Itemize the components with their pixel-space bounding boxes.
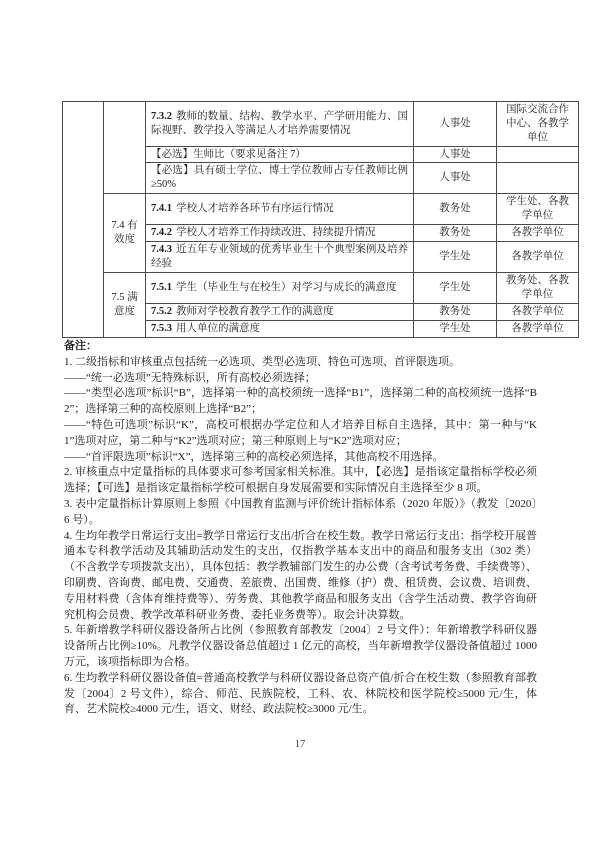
review-point-cell: [146, 163, 414, 194]
note-item: 3. 表中定量指标计算原则上参照《中国教育监测与评价统计指标体系（2020 年版）》（教发〔2020〕6 号）。: [64, 497, 537, 526]
review-point-cell: [146, 320, 414, 337]
table-row: [63, 194, 579, 225]
review-point-cell: [146, 102, 414, 147]
item-number: 7.5.2: [151, 305, 172, 317]
item-text: 教师的数量、结构、教学水平、产学研用能力、国际视野、教学投入等满足人才培养需要情况: [151, 110, 408, 136]
item-text: 用人单位的满意度: [176, 322, 260, 334]
note-item: 6. 生均教学科研仪器设备值=普通高校教学与科研仪器设备总资产值/折合在校生数（参照教育部教发〔2004〕2 号文件），综合、师范、民族院校，工科、农、林院校和医学院校≥5000 元/生，体育、艺术院校≥4000 元/生，语文、财经、政法院校≥3000 元/生。: [64, 671, 537, 716]
item-number: 7.4.3: [151, 244, 172, 256]
lead-dept-cell: 人事处: [414, 163, 497, 194]
note-item: 1. 二级指标和审核重点包括统一必选项、类型必选项、特色可选项、首评限选项。: [64, 355, 460, 368]
item-text: 学校人才培养各环节有序运行情况: [176, 203, 334, 215]
coop-dept-cell: 各教学单位: [497, 241, 579, 272]
item-text: 【必选】具有硕士学位、博士学位教师占专任教师比例≥50%: [151, 165, 408, 191]
level2-indicator-cell: [104, 102, 146, 194]
notes-section: [64, 339, 537, 718]
level2-indicator-cell: 7.4 有效度: [104, 194, 146, 273]
item-number: 7.5.1: [151, 281, 172, 293]
level1-indicator-cell: [63, 102, 104, 338]
note-item: ——“统一必选项”无特殊标识，所有高校必须选择；: [64, 371, 316, 384]
page-number: 17: [294, 739, 306, 750]
level2-indicator-cell: 7.5 满意度: [104, 272, 146, 337]
coop-dept-cell: [497, 163, 579, 194]
review-point-cell: [146, 146, 414, 163]
coop-dept-cell: 各教学单位: [497, 224, 579, 241]
review-point-cell: [146, 303, 414, 320]
lead-dept-cell: 教务处: [414, 303, 497, 320]
item-number: 7.3.2: [151, 110, 172, 122]
coop-dept-cell: 学生处、各教学单位: [497, 194, 579, 225]
coop-dept-cell: 国际交流合作中心、各教学单位: [497, 102, 579, 147]
review-point-cell: [146, 224, 414, 241]
item-number: 7.5.3: [151, 322, 172, 334]
coop-dept-cell: [497, 146, 579, 163]
item-text: 【必选】生师比（要求见备注 7）: [151, 148, 306, 160]
item-text: 近五年专业领域的优秀毕业生十个典型案例及培养经验: [151, 244, 408, 269]
item-text: 学校人才培养工作持续改进、持续提升情况: [176, 226, 376, 238]
lead-dept-cell: 教务处: [414, 224, 497, 241]
review-point-cell: [146, 194, 414, 225]
notes-heading: 备注：: [64, 340, 97, 352]
coop-dept-cell: 各教学单位: [497, 303, 579, 320]
note-item: 4. 生均年教学日常运行支出=教学日常运行支出/折合在校生数。教学日常运行支出：指学校开展普通本专科教学活动及其辅助活动发生的支出，仅指教学基本支出中的商品和服务支出（302 类）（不含教学专项拨款支出），具体包括：教学教辅部门发生的办公费（含考试考务费、手续费等）、印刷费、咨询费、邮电费、交通费、差旅费、出国费、维修（护）费、租赁费、会议费、培训费、专用材料费（含体育维持费等）、劳务费、其他教学商品和服务支出（含学生活动费、教学咨询研究机构会员费、教学改革科研业务费、委托业务费等）。取会计决算数。: [64, 529, 537, 621]
note-item: ——“特色可选项”标识“K”，高校可根据办学定位和人才培养目标自主选择，其中：第一种与“K1”选项对应，第二种与“K2”选项对应；第三种原则上与“K2”选项对应；: [64, 418, 537, 447]
lead-dept-cell: 人事处: [414, 102, 497, 147]
coop-dept-cell: 各教学单位: [497, 320, 579, 337]
item-number: 7.4.1: [151, 203, 172, 215]
item-number: 7.4.2: [151, 226, 172, 238]
note-item: ——“类型必选项”标识“B”，选择第一种的高校须统一选择“B1”，选择第二种的高校须统一选择“B2”；选择第三种的高校原则上选择“B2”；: [64, 387, 537, 416]
item-text: 学生（毕业生与在校生）对学习与成长的满意度: [176, 281, 397, 293]
coop-dept-cell: 教务处、各教学单位: [497, 272, 579, 303]
note-item: 5. 年新增教学科研仪器设备所占比例（参照教育部教发〔2004〕2 号文件）：年新增教学科研仪器设备所占比例≥10%。凡教学仪器设备总值超过 1 亿元的高校，当年新增教学仪器设备值超过 1000 万元，该项指标即为合格。: [64, 624, 537, 668]
note-item: ——“首评限选项”标识“X”，选择第三种的高校必须选择，其他高校不用选择。: [64, 450, 444, 463]
item-text: 教师对学校教育教学工作的满意度: [176, 305, 334, 317]
review-point-cell: [146, 241, 414, 272]
lead-dept-cell: 学生处: [414, 320, 497, 337]
lead-dept-cell: 人事处: [414, 146, 497, 163]
note-item: 2. 审核重点中定量指标的具体要求可参考国家相关标准。其中，【必选】是指该定量指标学校必须选择；【可选】是指该定量指标学校可根据自身发展需要和实际情况自主选择至少 8 项。: [64, 466, 537, 495]
table-row: [63, 272, 579, 303]
indicator-table: [62, 101, 579, 338]
lead-dept-cell: 学生处: [414, 272, 497, 303]
table-row: [63, 102, 579, 147]
review-point-cell: [146, 272, 414, 303]
lead-dept-cell: 教务处: [414, 194, 497, 225]
lead-dept-cell: 学生处: [414, 241, 497, 272]
